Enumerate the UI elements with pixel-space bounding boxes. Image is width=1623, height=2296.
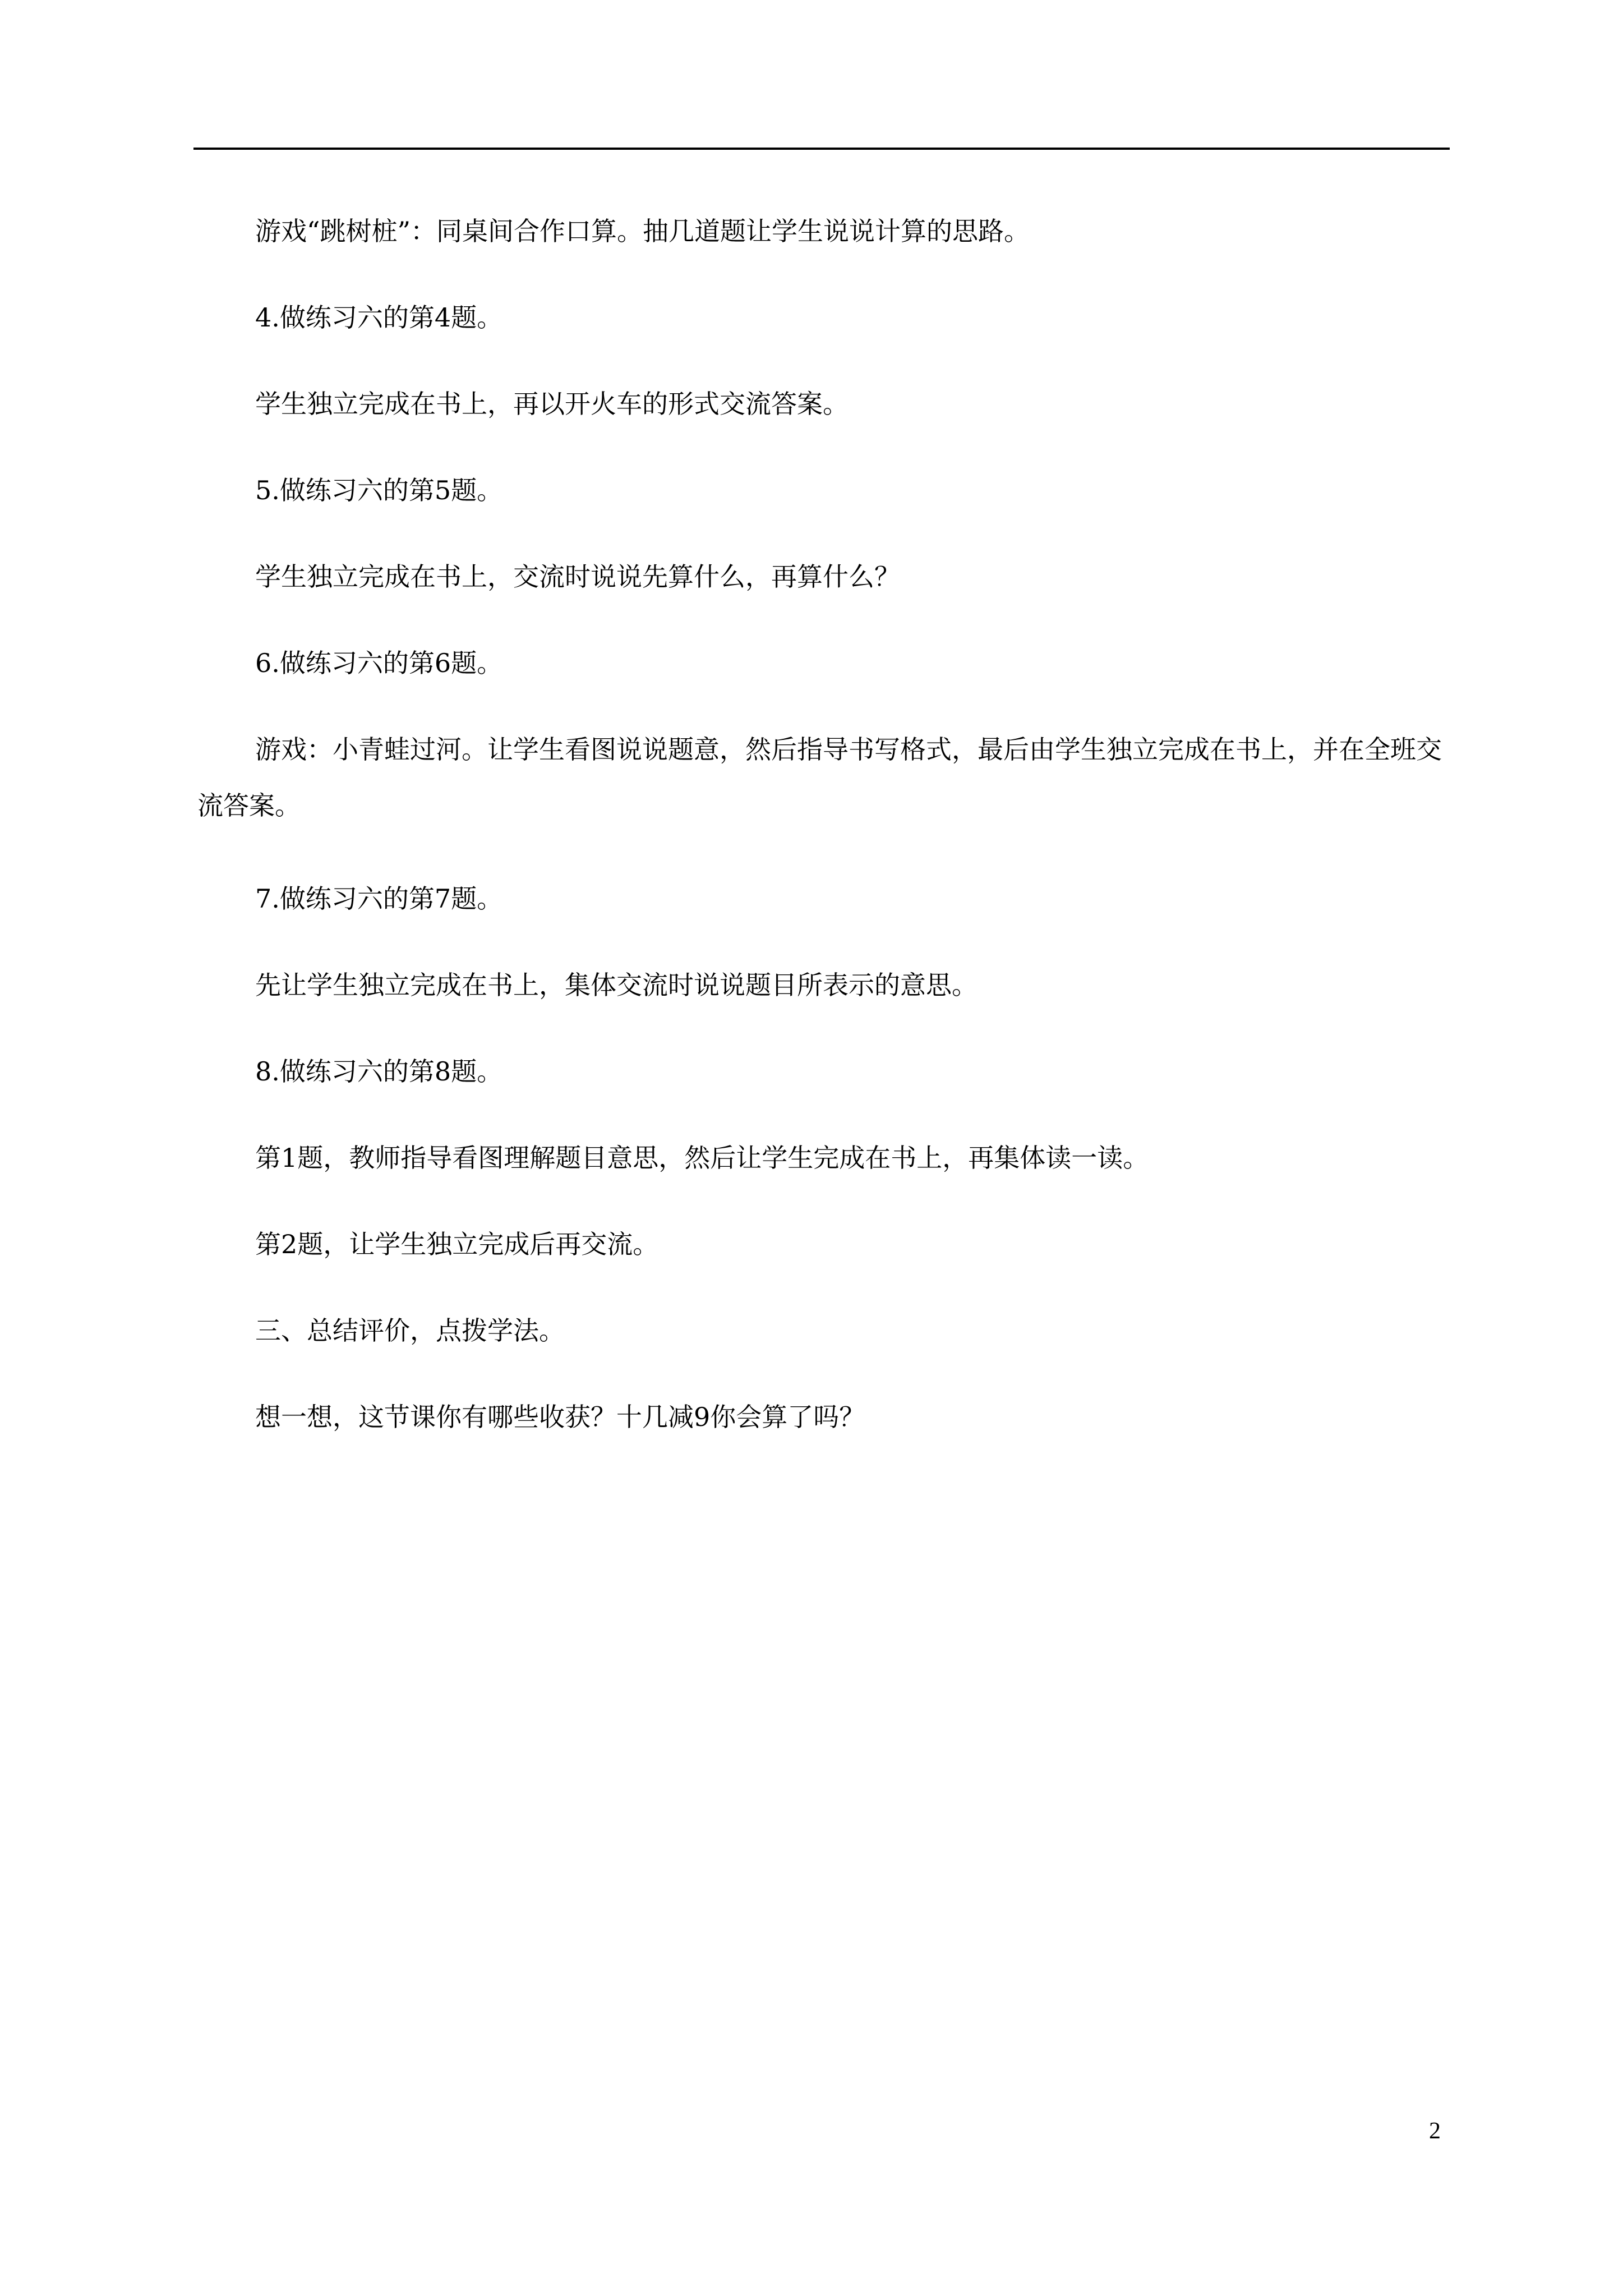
paragraph-10: 8.做练习六的第8题。 <box>255 1056 503 1087</box>
paragraph-5: 学生独立完成在书上，交流时说说先算什么，再算什么？ <box>255 562 900 592</box>
paragraph-11: 第1题，教师指导看图理解题目意思，然后让学生完成在书上，再集体读一读。 <box>255 1143 1149 1173</box>
paragraph-9: 先让学生独立完成在书上，集体交流时说说题目所表示的意思。 <box>255 970 978 1000</box>
header-rule <box>193 148 1450 150</box>
paragraph-8: 7.做练习六的第7题。 <box>255 884 503 914</box>
paragraph-7: 游戏：小青蛙过河。让学生看图说说题意，然后指导书写格式，最后由学生独立完成在书上，并在全班交流答案。 <box>197 734 1442 821</box>
paragraph-14: 想一想，这节课你有哪些收获？十几减9你会算了吗？ <box>255 1402 865 1432</box>
paragraph-6: 6.做练习六的第6题。 <box>255 648 503 678</box>
paragraph-1: 游戏“跳树桩”：同桌间合作口算。抽几道题让学生说说计算的思路。 <box>255 216 1030 246</box>
paragraph-2: 4.做练习六的第4题。 <box>255 302 503 333</box>
paragraph-4: 5.做练习六的第5题。 <box>255 475 503 505</box>
paragraph-12: 第2题，让学生独立完成后再交流。 <box>255 1229 659 1259</box>
paragraph-3: 学生独立完成在书上，再以开火车的形式交流答案。 <box>255 389 849 419</box>
paragraph-13: 三、总结评价，点拨学法。 <box>255 1315 565 1346</box>
page-number: 2 <box>1429 2118 1441 2144</box>
